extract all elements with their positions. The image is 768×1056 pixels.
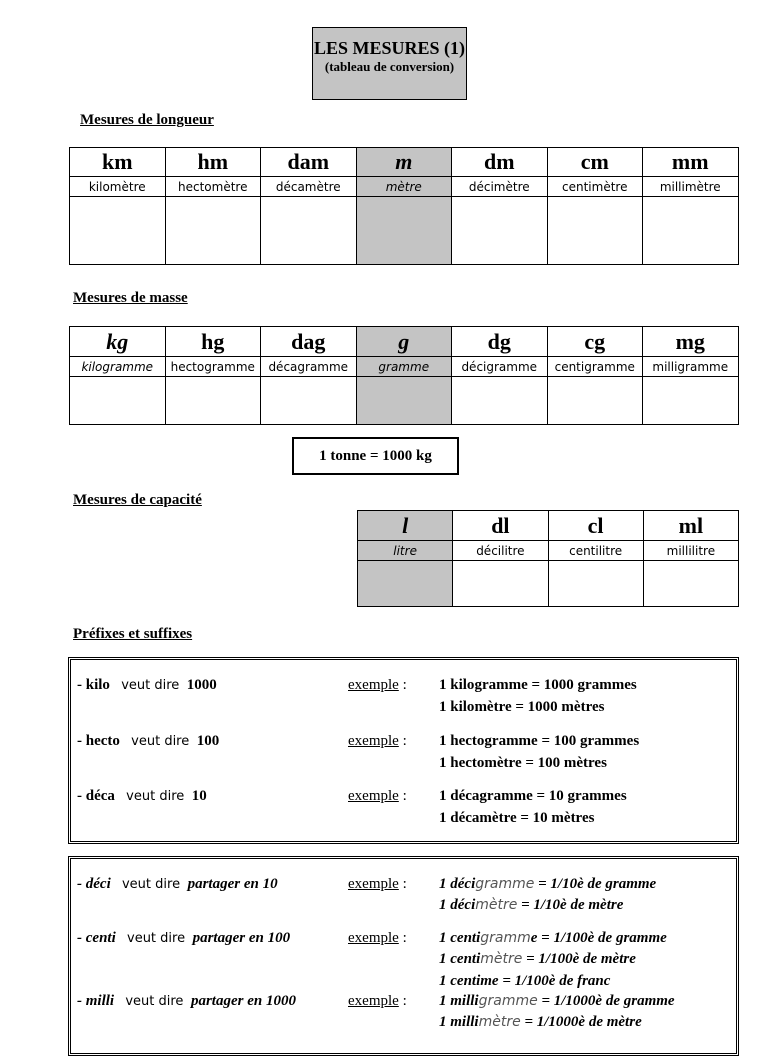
unit-abbr-base: l — [358, 511, 453, 541]
empty-cell — [70, 197, 166, 265]
unit-abbr: dl — [453, 511, 548, 541]
prefix-row: - centi veut dire partager en 100 — [77, 930, 291, 946]
unit-abbr: dam — [261, 148, 357, 177]
prefix-meaning: 100 — [196, 733, 220, 749]
unit-name-base: gramme — [356, 357, 452, 377]
example-line: 1 décigramme = 1/10è de gramme — [439, 876, 657, 892]
unit-abbr: dg — [452, 327, 548, 357]
example-line: 1 millimètre = 1/1000è de mètre — [439, 1014, 642, 1030]
empty-cell — [452, 377, 548, 425]
section-prefixes: Préfixes et suffixes — [73, 626, 193, 642]
unit-abbr: dag — [261, 327, 357, 357]
unit-abbr: cl — [548, 511, 643, 541]
example-label: exemple : — [348, 876, 407, 892]
unit-name: milligramme — [643, 357, 739, 377]
unit-abbr: cm — [547, 148, 643, 177]
prefix-name: milli — [85, 993, 115, 1009]
unit-name-base: mètre — [356, 177, 452, 197]
example-label: exemple : — [348, 993, 407, 1009]
section-longueur: Mesures de longueur — [80, 112, 214, 128]
example-label: exemple : — [348, 930, 407, 946]
empty-cell-base — [356, 377, 452, 425]
example-line: 1 décagramme = 10 grammes — [439, 788, 627, 804]
unit-name: centimètre — [547, 177, 643, 197]
unit-name: hectogramme — [165, 357, 261, 377]
page-subtitle: (tableau de conversion) — [324, 59, 455, 74]
prefix-name: centi — [85, 930, 116, 946]
prefix-meaning: partager en 1000 — [190, 993, 296, 1009]
example-label: exemple : — [348, 733, 407, 749]
unit-name: décigramme — [452, 357, 548, 377]
unit-name: centilitre — [548, 541, 643, 561]
example-line: 1 centime = 1/100è de franc — [439, 973, 611, 989]
unit-abbr: mg — [643, 327, 739, 357]
example-line: 1 centimètre = 1/100è de mètre — [439, 951, 636, 967]
prefix-row: - déci veut dire partager en 10 — [77, 876, 278, 892]
unit-name-base: litre — [358, 541, 453, 561]
prefix-row: - kilo veut dire 1000 — [77, 677, 217, 693]
title-box — [312, 27, 467, 100]
example-label: exemple : — [348, 788, 407, 804]
empty-cell — [643, 561, 738, 607]
unit-abbr: dm — [452, 148, 548, 177]
unit-name: décamètre — [261, 177, 357, 197]
prefix-meaning: partager en 10 — [187, 876, 278, 892]
empty-cell — [261, 377, 357, 425]
empty-cell — [548, 561, 643, 607]
unit-name: décilitre — [453, 541, 548, 561]
empty-cell — [452, 197, 548, 265]
prefix-meaning: 1000 — [186, 677, 217, 693]
unit-abbr: km — [70, 148, 166, 177]
example-line: 1 centigramme = 1/100è de gramme — [439, 930, 667, 946]
example-line: 1 kilogramme = 1000 grammes — [439, 677, 637, 693]
empty-cell — [453, 561, 548, 607]
prefix-row: - hecto veut dire 100 — [77, 733, 220, 749]
empty-cell — [643, 377, 739, 425]
prefix-name: kilo — [85, 677, 110, 693]
unit-name: millimètre — [643, 177, 739, 197]
example-line: 1 hectogramme = 100 grammes — [439, 733, 640, 749]
unit-abbr-base: g — [356, 327, 452, 357]
unit-name: décimètre — [452, 177, 548, 197]
example-line: 1 hectomètre = 100 mètres — [439, 755, 607, 771]
table-longueur — [69, 147, 739, 265]
example-line: 1 kilomètre = 1000 mètres — [439, 699, 605, 715]
empty-cell — [547, 197, 643, 265]
section-capacite: Mesures de capacité — [73, 492, 202, 508]
unit-abbr: kg — [70, 327, 166, 357]
prefix-name: hecto — [85, 733, 120, 749]
unit-name: kilomètre — [70, 177, 166, 197]
unit-name: centigramme — [547, 357, 643, 377]
prefix-row: - déca veut dire 10 — [77, 788, 207, 804]
prefix-name: déca — [85, 788, 115, 804]
empty-cell — [70, 377, 166, 425]
tonne-box: 1 tonne = 1000 kg — [292, 437, 459, 475]
empty-cell — [547, 377, 643, 425]
section-masse: Mesures de masse — [73, 290, 188, 306]
unit-abbr-base: m — [356, 148, 452, 177]
empty-cell-base — [356, 197, 452, 265]
example-line: 1 décimètre = 1/10è de mètre — [439, 897, 624, 913]
unit-name: millilitre — [643, 541, 738, 561]
page-title: LES MESURES (1) — [313, 38, 466, 58]
unit-abbr: mm — [643, 148, 739, 177]
empty-cell — [165, 197, 261, 265]
example-line: 1 décamètre = 10 mètres — [439, 810, 595, 826]
unit-name: hectomètre — [165, 177, 261, 197]
example-line: 1 milligramme = 1/1000è de gramme — [439, 993, 675, 1009]
empty-cell — [643, 197, 739, 265]
table-masse — [69, 326, 739, 425]
unit-abbr: hm — [165, 148, 261, 177]
empty-cell — [165, 377, 261, 425]
empty-cell — [261, 197, 357, 265]
unit-abbr: hg — [165, 327, 261, 357]
prefix-name: déci — [85, 876, 111, 892]
unit-abbr: ml — [643, 511, 738, 541]
unit-name: kilogramme — [70, 357, 166, 377]
unit-abbr: cg — [547, 327, 643, 357]
prefix-row: - milli veut dire partager en 1000 — [77, 993, 296, 1009]
unit-name: décagramme — [261, 357, 357, 377]
example-label: exemple : — [348, 677, 407, 693]
empty-cell-base — [358, 561, 453, 607]
prefix-meaning: partager en 100 — [192, 930, 291, 946]
table-capacite — [357, 510, 739, 607]
prefix-meaning: 10 — [191, 788, 207, 804]
